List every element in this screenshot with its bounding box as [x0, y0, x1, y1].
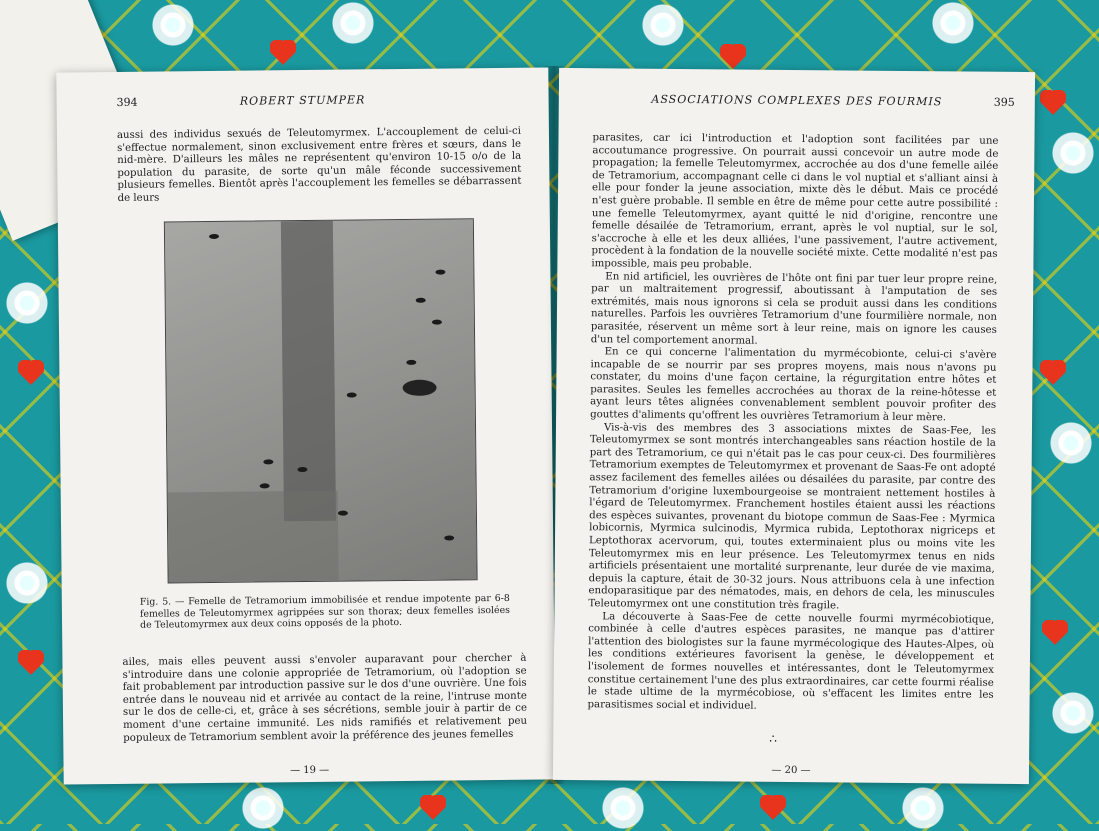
ant-icon — [432, 320, 442, 325]
running-head — [57, 91, 549, 114]
running-title: ROBERT STUMPER — [239, 93, 366, 108]
tablecloth-heart-icon — [420, 795, 446, 817]
ant-icon — [444, 535, 454, 540]
body-text-bottom — [122, 653, 527, 745]
paragraph: Vis-à-vis des membres des 3 associations mixtes de Saas-Fee, les Teleutomyrmex se sont montrés interchangeables sans réaction hostile de la part des Tetramorium, ce qui n'était pas le cas pour ceux-ci. Des fourmilières Tetramorium exemptes de Teleutomyrmex et provenant de Saas-Fe ont adopté assez facilement des femelles ailées ou désailées du parasite, par contre des Tetramorium d'origine luxembourgeoise se montraient nettement hostiles à l'égard de Teleutomyrmex. Franchement hostiles étaient aussi les réactions des espèces suivantes, provenant du biotope commun de Saas-Fee : Myrmica lobicornis, Myrmica sulcinodis, Myrmica rubida, Leptothorax nigriceps et Leptothorax acervorum, qui, toutes exterminaient plus ou moins vite les Teleutomyrmex mis en leur présence. Les Teleutomyrmex tenus en nids artificiels présentaient une mortalité surprenante, leur durée de vie maxima, depuis la capture, était de 30-32 jours. Nous attribuons cela à une infection endoparasitique par des nématodes, mais, en dehors de cela, les minuscules Teleutomyrmex ont une constitution très fragile. — [588, 421, 997, 612]
right-page — [553, 68, 1035, 784]
page-number: 395 — [993, 95, 1015, 109]
paragraph: aussi des individus sexués de Teleutomyrmex. L'accouplement de celui-ci s'effectue normalement, sinon exclusivement entre frères et sœurs, dans le nid-mère. D'ailleurs les mâles ne représentent qu'environ 10-15 o/o de la population du parasite, de sorte qu'un mâle féconde successivement plusieurs femelles. Bientôt après l'accouplement les femelles se débarrassent de leurs — [116, 125, 522, 204]
tablecloth-flower-icon — [640, 2, 686, 48]
tablecloth-flower-icon — [4, 560, 50, 606]
paragraph: En ce qui concerne l'alimentation du myrmécobionte, celui-ci s'avère incapable de se nourrir par ses propres moyens, mais nous n'avons pu constater, du moins d'une façon certaine, la régurgitation entre hôtes et parasites. Seules les femelles accrochées au thorax de la reine-hôtesse et ayant leurs têtes alignées convenablement semblent pouvoir profiter des gouttes d'aliments qu'offrent les ouvrières Tetramorium à leur mère. — [590, 346, 997, 424]
tablecloth-flower-icon — [600, 785, 646, 831]
tablecloth-flower-icon — [240, 785, 286, 831]
tablecloth-heart-icon — [1040, 90, 1066, 112]
page-number: 394 — [116, 95, 138, 109]
paragraph: parasites, car ici l'introduction et l'adoption sont facilitées par une accoutumance progressive. On pourrait aussi concevoir un autre mode de propagation; la femelle Teleutomyrmex, accrochée au dos d'une femelle ailée de Tetramorium, accompagnant celle ci dans le vol nuptial et s'alliant ainsi à elle pour fonder la jeune association, mixte dès le début. Mais ce procédé n'est guère probable. Il semble en être de même pour cette autre possibilité : une femelle Teleutomyrmex, ayant quitté le nid d'origine, rencontre une femelle désailée de Tetramorium, errant, après le vol nuptial, sur le sol, s'accroche à elle et les deux alliées, l'une passivement, l'autre activement, procèdent à la fondation de la nouvelle société mixte. Cette modalité n'est pas impossible, mais peu probable. — [591, 132, 999, 271]
ant-photograph — [164, 218, 478, 583]
caption-text: — Femelle de Tetramorium immobilisée et rendue impotente par 6-8 femelles de Teleutomyrmex agrippées sur son thorax; deux femelles isolées de Teleutomyrmex aux deux coins opposés de la photo. — [139, 592, 510, 631]
paragraph: La découverte à Saas-Fee de cette nouvelle fourmi myrmécobiotique, combinée à celle d'autres espèces parasites, ne manque pas d'attirer l'attention des biologistes sur la faune myrmécologique des Hautes-Alpes, où les conditions extérieures favorisent la genèse, le développement et l'isolement de formes nouvelles et intéressantes, dont le Teleutomyrmex constitue certainement l'une des plus extraordinaires, car cette fourmi réalise le stade ultime de la myrmécobiose, où s'effacent les limites entre les parasitismes social et individuel. — [587, 610, 995, 712]
running-title: ASSOCIATIONS COMPLEXES DES FOURMIS — [651, 92, 943, 109]
section-separator: ∴ — [769, 731, 777, 746]
tablecloth-heart-icon — [18, 650, 44, 672]
page-footer: — 20 — — [771, 764, 811, 777]
tablecloth-heart-icon — [1042, 620, 1068, 642]
ant-icon — [297, 467, 307, 472]
tetramorium-queen-icon — [403, 380, 437, 396]
left-page — [56, 67, 555, 784]
paragraph: ailes, mais elles peuvent aussi s'envoler auparavant pour chercher à s'introduire dans une colonie appropriée de Tetramorium, où l'adoption se fait probablement par introduction passive sur le dos d'une ouvrière. Une fois entrée dans le nouveau nid et arrivée au contact de la reine, l'intruse monte sur le dos de celle-ci, et, grâce à ses sécrétions, semble jouir à partir de ce moment d'une certaine immunité. Les nids ramifiés et relativement peu populeux de Tetramorium semblent avoir la préférence des jeunes femelles — [122, 652, 528, 744]
tablecloth-flower-icon — [4, 280, 50, 326]
tablecloth-heart-icon — [18, 360, 44, 382]
photo-shadow-area — [168, 491, 339, 583]
ant-icon — [338, 511, 348, 516]
figure-caption — [140, 593, 510, 632]
ant-icon — [416, 298, 426, 303]
body-text-top — [117, 126, 522, 206]
tablecloth-flower-icon — [150, 2, 196, 48]
tablecloth-flower-icon — [1050, 130, 1096, 176]
tablecloth-flower-icon — [900, 785, 946, 831]
tablecloth-flower-icon — [1050, 690, 1096, 736]
tablecloth-heart-icon — [760, 795, 786, 817]
tablecloth-flower-icon — [1048, 420, 1094, 466]
tablecloth-heart-icon — [270, 40, 296, 62]
ant-icon — [209, 234, 219, 239]
ant-icon — [435, 270, 445, 275]
body-text — [588, 132, 999, 715]
ant-icon — [406, 360, 416, 365]
ant-icon — [260, 483, 270, 488]
caption-label: Fig. 5. — [139, 596, 172, 608]
photo-shadow-band — [281, 221, 336, 522]
tablecloth-flower-icon — [930, 0, 976, 46]
tablecloth-heart-icon — [1040, 360, 1066, 382]
ant-icon — [263, 459, 273, 464]
tablecloth-flower-icon — [330, 0, 376, 46]
ant-icon — [347, 392, 357, 397]
paragraph: En nid artificiel, les ouvrières de l'hôte ont fini par tuer leur propre reine, par un maltraitement progressif, aboutissant à l'amputation de ses extrémités, mais nous ignorons si cela se produit aussi dans les conditions naturelles. Parfois les ouvrières Tetramorium d'une fourmilière normale, non parasitée, réservent un même sort à leur reine, mais on ignore les causes d'un tel comportement anormal. — [590, 270, 998, 347]
page-footer: — 19 — — [290, 764, 330, 777]
tablecloth-heart-icon — [720, 44, 746, 66]
running-head — [559, 92, 1035, 114]
